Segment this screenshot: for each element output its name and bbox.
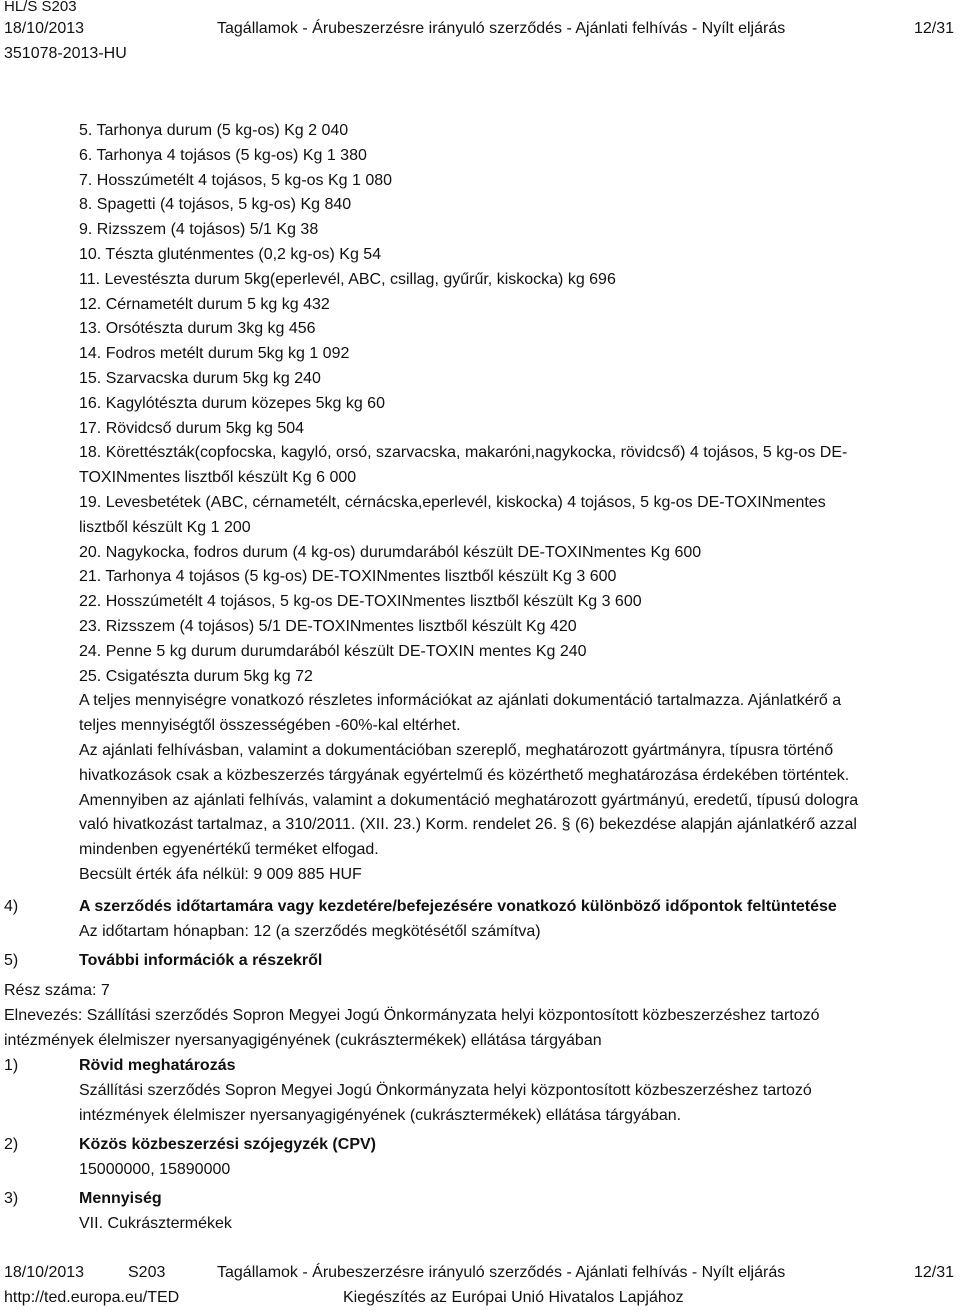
section-number: 4) [4, 898, 19, 915]
footer-title: Tagállamok - Árubeszerzésre irányuló szerződés - Ajánlati felhívás - Nyílt eljárás [217, 1264, 786, 1281]
quantity-text: VII. Cukrásztermékek [79, 1214, 232, 1232]
list-item: 21. Tarhonya 4 tojásos (5 kg-os) DE-TOXINmentes lisztből készült Kg 3 600 [79, 568, 617, 586]
duration-text: Az időtartam hónapban: 12 (a szerződés megkötésétől számítva) [79, 922, 541, 940]
section-heading: További információk a részekről [79, 952, 323, 969]
short-description-line1: Szállítási szerződés Sopron Megyei Jogú Önkormányzata helyi központosított közbeszerzéshez tartozó [79, 1081, 812, 1099]
part-number: Rész száma: 7 [4, 982, 110, 999]
list-item: 12. Cérnametélt durum 5 kg kg 432 [79, 295, 330, 313]
footer-url-link[interactable]: http://ted.europa.eu/TED [4, 1289, 180, 1306]
list-item: 16. Kagylótészta durum közepes 5kg kg 60 [79, 394, 385, 412]
section-heading: Rövid meghatározás [79, 1057, 236, 1074]
list-item: 24. Penne 5 kg durum durumdarából készült DE-TOXIN mentes Kg 240 [79, 642, 587, 660]
list-item: 11. Levestészta durum 5kg(eperlevél, ABC, csillag, gyűrűr, kiskocka) kg 696 [79, 270, 616, 288]
equivalence-line: Az ajánlati felhívásban, valamint a dokumentációban szereplő, meghatározott gyártmányra, típusra történő [79, 741, 834, 759]
item-list [79, 119, 949, 888]
section-number: 5) [4, 952, 19, 969]
cpv-codes: 15000000, 15890000 [79, 1160, 231, 1178]
list-item: 5. Tarhonya durum (5 kg-os) Kg 2 040 [79, 122, 349, 139]
list-item-18-line1: 18. Körettészták(copfocska, kagyló, orsó, szarvacska, makaróni,nagykocka, rövidcső) 4 tojásos, 5 kg-os DE- [79, 444, 848, 462]
header-date: 18/10/2013 [4, 20, 85, 37]
list-item: 15. Szarvacska durum 5kg kg 240 [79, 369, 321, 387]
header-title: Tagállamok - Árubeszerzésre irányuló szerződés - Ajánlati felhívás - Nyílt eljárás [217, 20, 786, 37]
page-header [0, 0, 960, 70]
list-item: 23. Rizsszem (4 tojásos) 5/1 DE-TOXINmentes lisztből készült Kg 420 [79, 617, 577, 635]
total-quantity-line2: teljes mennyiségtől összességében -60%-kal eltérhet. [79, 717, 461, 735]
estimated-value: Becsült érték áfa nélkül: 9 009 885 HUF [79, 865, 362, 883]
page-footer [0, 1262, 960, 1311]
list-item-19-line1: 19. Levesbetétek (ABC, cérnametélt, cérnácska,eperlevél, kiskocka) 4 tojásos, 5 kg-os DE-TOXINmentes [79, 493, 826, 511]
part-info [4, 979, 934, 1053]
list-item: 9. Rizsszem (4 tojásos) 5/1 Kg 38 [79, 221, 319, 239]
list-item: 7. Hosszúmetélt 4 tojásos, 5 kg-os Kg 1 080 [79, 171, 393, 189]
list-item: 13. Orsótészta durum 3kg kg 456 [79, 320, 316, 338]
equivalence-line: mindenben egyenértékű terméket elfogad. [79, 841, 379, 859]
section-heading: A szerződés időtartamára vagy kezdetére/befejezésére vonatkozó különböző időpontok feltüntetése [79, 898, 837, 915]
footer-date: 18/10/2013 [4, 1264, 85, 1281]
list-item: 20. Nagykocka, fodros durum (4 kg-os) durumdarából készült DE-TOXINmentes Kg 600 [79, 543, 702, 561]
list-item: 10. Tészta gluténmentes (0,2 kg-os) Kg 54 [79, 245, 382, 263]
section-number: 2) [4, 1136, 19, 1153]
doc-code: HL/S S203 [4, 0, 77, 15]
list-item: 14. Fodros metélt durum 5kg kg 1 092 [79, 345, 350, 363]
part-name-line1: Elnevezés: Szállítási szerződés Sopron Megyei Jogú Önkormányzata helyi központosított közbeszerzéshez tartozó [4, 1006, 820, 1024]
header-reference: 351078-2013-HU [4, 45, 127, 62]
part-name-line2: intézmények élelmiszer nyersanyagigényének (cukrásztermékek) ellátása tárgyában [4, 1031, 602, 1049]
list-item-19-line2: lisztből készült Kg 1 200 [79, 518, 251, 536]
section-number: 3) [4, 1190, 19, 1207]
short-description-line2: intézmények élelmiszer nyersanyagigényének (cukrásztermékek) ellátása tárgyában. [79, 1106, 682, 1124]
footer-supplement: Kiegészítés az Európai Unió Hivatalos Lapjához [343, 1289, 684, 1306]
list-item: 6. Tarhonya 4 tojásos (5 kg-os) Kg 1 380 [79, 146, 367, 164]
list-item: 25. Csigatészta durum 5kg kg 72 [79, 667, 313, 685]
list-item: 22. Hosszúmetélt 4 tojásos, 5 kg-os DE-TOXINmentes lisztből készült Kg 3 600 [79, 593, 642, 611]
total-quantity-line1: A teljes mennyiségre vonatkozó részletes információkat az ajánlati dokumentáció tartalmazza. Ajánlatkérő a [79, 692, 842, 710]
footer-page-number: 12/31 [913, 1264, 954, 1281]
header-page-number: 12/31 [913, 20, 954, 37]
section-heading: Közös közbeszerzési szójegyzék (CPV) [79, 1136, 376, 1153]
list-item: 17. Rövidcső durum 5kg kg 504 [79, 419, 305, 437]
list-item: 8. Spagetti (4 tojásos, 5 kg-os) Kg 840 [79, 196, 352, 214]
equivalence-line: Amennyiben az ajánlati felhívás, valamint a dokumentáció meghatározott gyártmányú, eredetű, típusú dologra [79, 791, 859, 809]
section-heading: Mennyiség [79, 1190, 162, 1207]
equivalence-line: hivatkozások csak a közbeszerzés tárgyának egyértelmű és közérthető meghatározása érdekében történtek. [79, 766, 850, 784]
footer-series: S203 [128, 1264, 166, 1281]
list-item-18-line2: TOXINmentes lisztből készült Kg 6 000 [79, 469, 357, 487]
equivalence-line: való hivatkozást tartalmaz, a 310/2011. (XII. 23.) Korm. rendelet 26. § (6) bekezdése alapján ajánlatkérő azzal [79, 816, 857, 834]
section-number: 1) [4, 1057, 19, 1074]
